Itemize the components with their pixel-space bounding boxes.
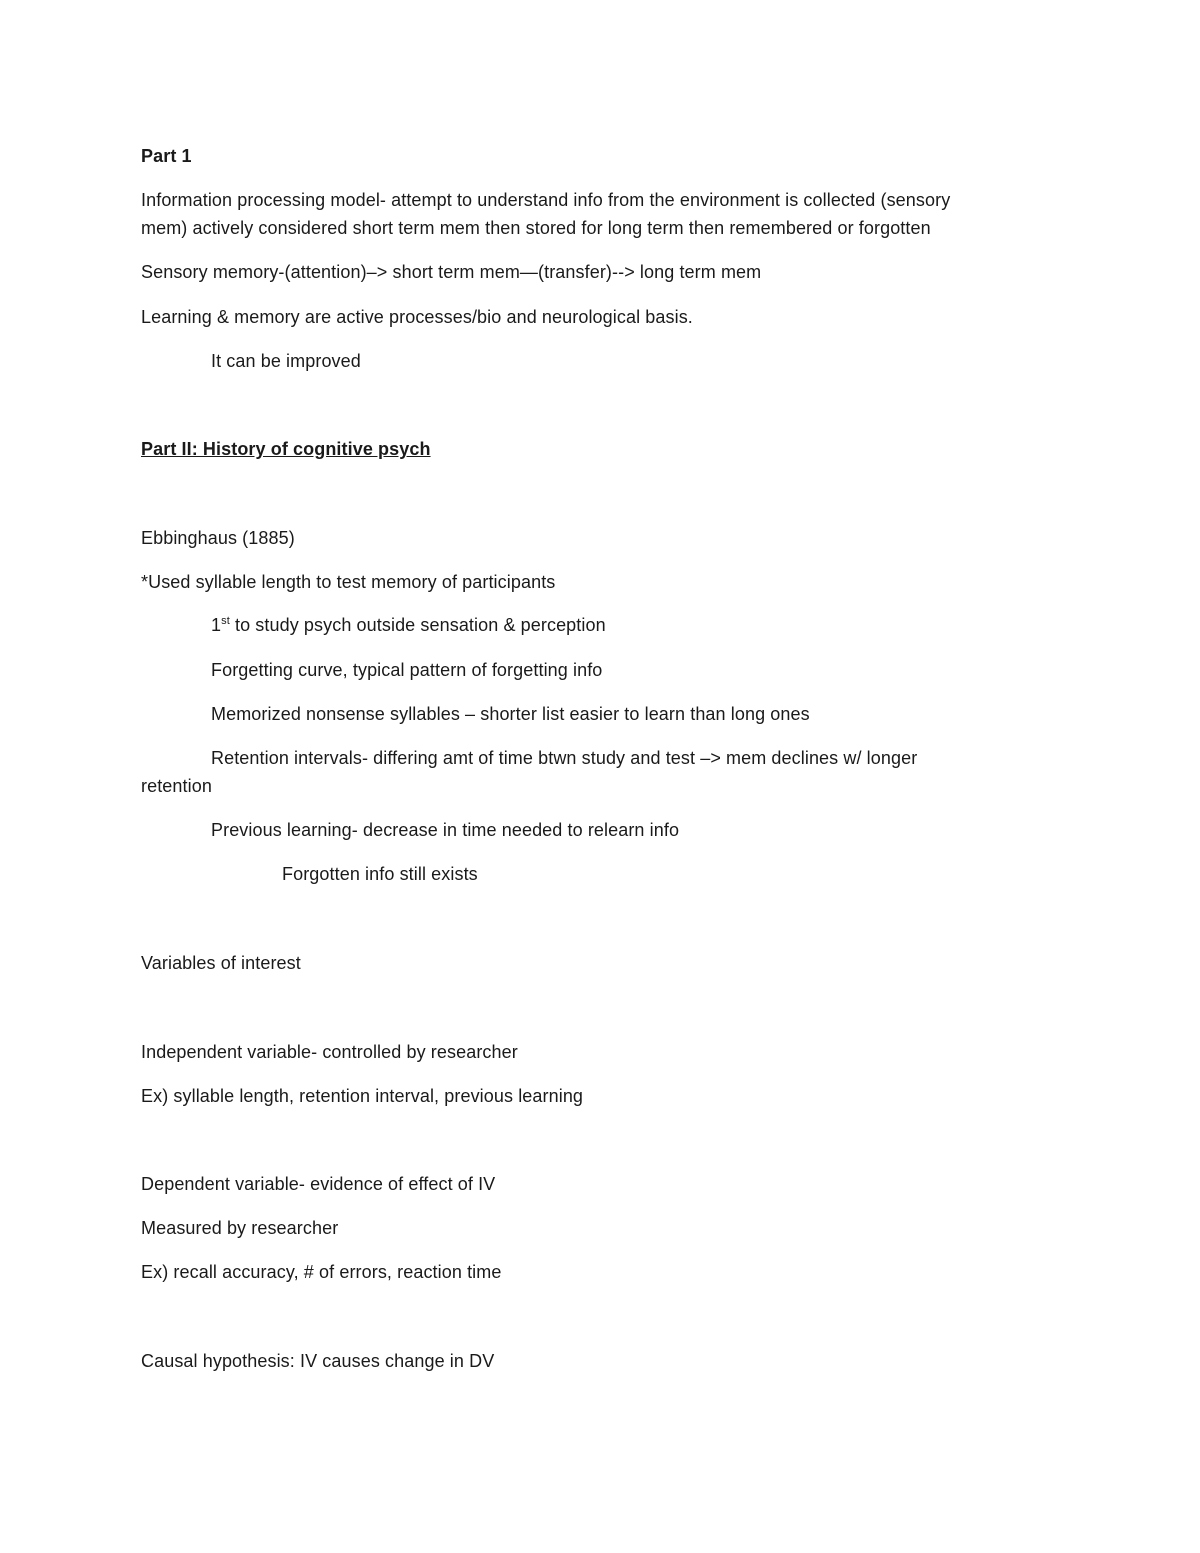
- first-to-study-line: [211, 611, 606, 639]
- ebbinghaus-line: Ebbinghaus (1885): [141, 528, 295, 548]
- info-model-line1: Information processing model- attempt to understand info from the environment is collected (sensory: [141, 190, 951, 210]
- syllable-line: *Used syllable length to test memory of participants: [141, 572, 556, 592]
- causal-hypothesis-line: Causal hypothesis: IV causes change in DV: [141, 1351, 495, 1371]
- part2-heading: Part II: History of cognitive psych: [141, 439, 431, 459]
- nonsense-syllables-line: Memorized nonsense syllables – shorter list easier to learn than long ones: [211, 704, 810, 724]
- learning-line: Learning & memory are active processes/bio and neurological basis.: [141, 307, 693, 327]
- first-rest: to study psych outside sensation & perception: [229, 615, 606, 635]
- memory-flow-line: Sensory memory-(attention)–> short term mem—(transfer)--> long term mem: [141, 262, 762, 282]
- info-model-line2: mem) actively considered short term mem then stored for long term then remembered or forgotten: [141, 218, 931, 238]
- dv-measured-line: Measured by researcher: [141, 1218, 339, 1238]
- previous-learning-line: Previous learning- decrease in time needed to relearn info: [211, 820, 680, 840]
- forgetting-curve-line: Forgetting curve, typical pattern of forgetting info: [211, 660, 603, 680]
- first-number: 1: [211, 615, 222, 635]
- retention-line2: retention: [141, 776, 212, 796]
- retention-line1: Retention intervals- differing amt of time btwn study and test –> mem declines w/ longer: [211, 748, 918, 768]
- dv-definition-line: Dependent variable- evidence of effect of IV: [141, 1174, 496, 1194]
- first-superscript: st: [221, 615, 230, 627]
- part1-heading: Part 1: [141, 146, 192, 166]
- dv-example-line: Ex) recall accuracy, # of errors, reaction time: [141, 1262, 502, 1282]
- iv-example-line: Ex) syllable length, retention interval, previous learning: [141, 1086, 584, 1106]
- improved-line: It can be improved: [211, 351, 361, 371]
- iv-definition-line: Independent variable- controlled by researcher: [141, 1042, 518, 1062]
- forgotten-exists-line: Forgotten info still exists: [282, 864, 478, 884]
- variables-heading: Variables of interest: [141, 953, 301, 973]
